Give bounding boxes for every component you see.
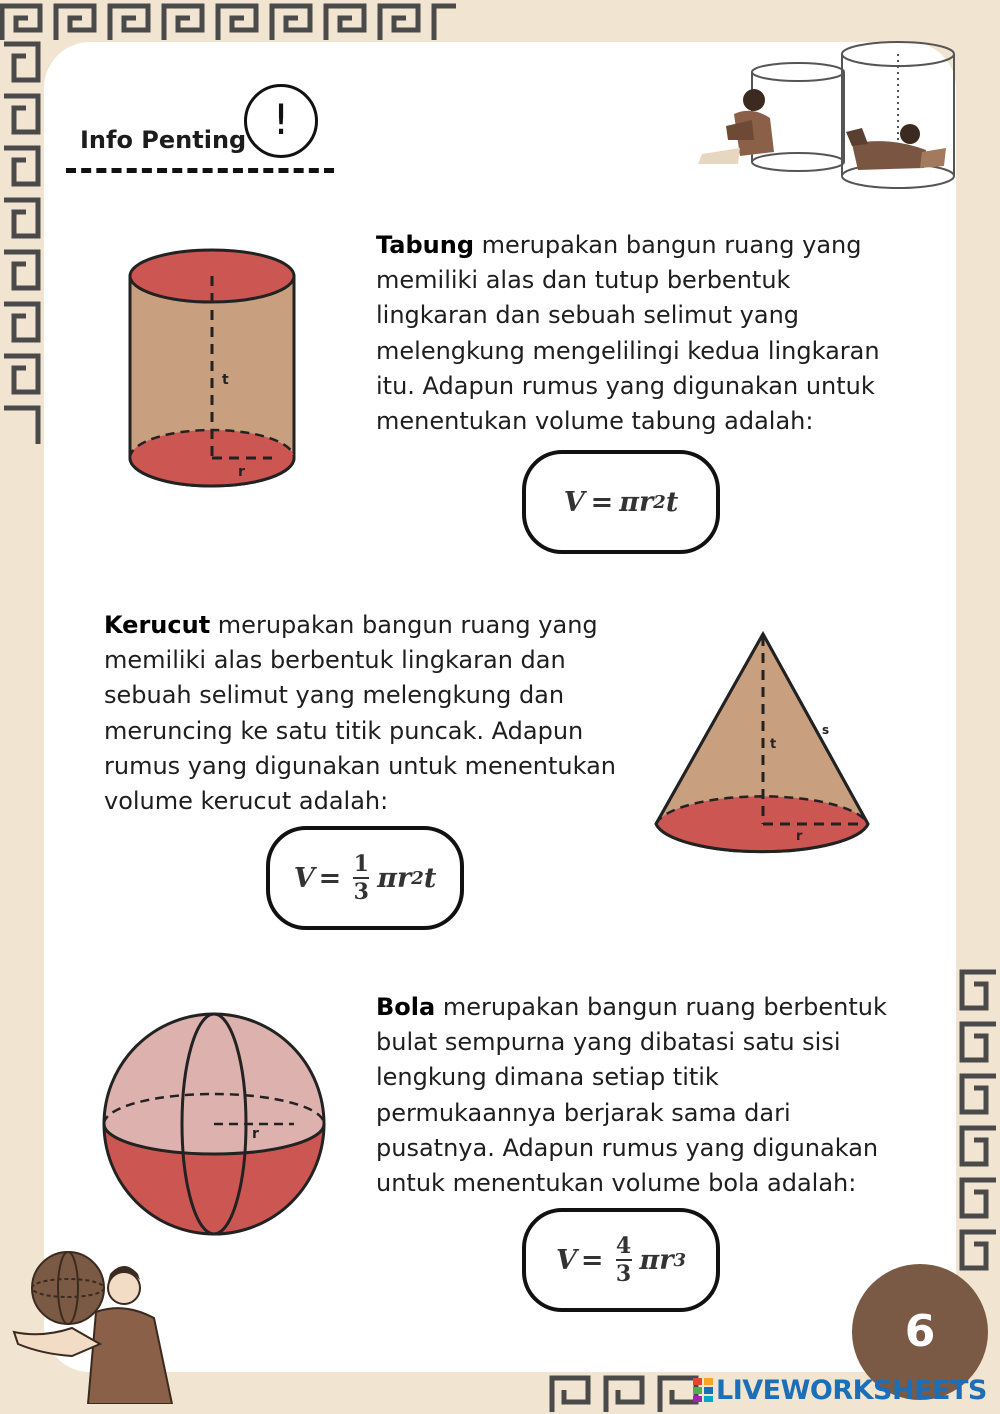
cone-radius-label: r (796, 829, 803, 844)
alert-icon: ! (244, 84, 318, 158)
cylinder-radius-label: r (238, 464, 245, 480)
page-title: Info Penting (80, 126, 247, 154)
cylinder-figure (122, 248, 304, 496)
maze-pattern-left (0, 40, 44, 450)
bola-description (376, 990, 896, 1201)
liveworksheets-watermark (692, 1374, 987, 1406)
boy-with-sphere-illustration (12, 1248, 182, 1404)
kerucut-formula: V = $\frac{1}{3}$ πr 2 t (266, 826, 464, 930)
liveworksheets-logo-icon (692, 1377, 714, 1403)
kerucut-text: merupakan bangun ruang yang memiliki alas berbentuk lingkaran dan sebuah selimut yang melengkung dan meruncing ke satu titik puncak. Adapun rumus yang digunakan untuk menentukan volume kerucut adalah: (104, 611, 616, 816)
page-number-badge: 6 (852, 1264, 988, 1400)
maze-pattern-top (0, 0, 460, 44)
bola-formula: V = $\frac{4}{3}$ πr 3 (522, 1208, 720, 1312)
sphere-figure (98, 1010, 330, 1238)
cone-figure (650, 628, 872, 864)
watermark-text: LIVEWORKSHEETS (716, 1374, 987, 1406)
cone-height-label: t (770, 737, 777, 752)
fraction: $\frac{1}{3}$ (353, 851, 369, 905)
bola-term: Bola (376, 993, 436, 1021)
fraction: $\frac{4}{3}$ (615, 1233, 632, 1287)
child-sitting (698, 89, 774, 164)
kerucut-term: Kerucut (104, 611, 211, 639)
reading-kids-illustration (688, 40, 960, 196)
title-underline (66, 168, 334, 173)
tabung-text: merupakan bangun ruang yang memiliki alas dan tutup berbentuk lingkaran dan sebuah selimut yang melengkung mengelilingi kedua lingkaran itu. Adapun rumus yang digunakan untuk menentukan volume tabung adalah: (376, 231, 880, 436)
cylinder-height-label: t (222, 372, 229, 388)
sphere-radius-label: r (252, 1126, 259, 1142)
child-lying (846, 124, 946, 170)
bola-text: merupakan bangun ruang berbentuk bulat sempurna yang dibatasi satu sisi lengkung dimana setiap titik permukaannya berjarak sama dari pusatnya. Adapun rumus yang digunakan untuk menentukan volume bola adalah: (376, 993, 887, 1198)
tabung-term: Tabung (376, 231, 475, 259)
cone-slant-label: s (822, 723, 830, 737)
kerucut-description (104, 608, 634, 819)
tabung-description (376, 228, 896, 439)
tabung-formula: V = πr 2 t (522, 450, 720, 554)
